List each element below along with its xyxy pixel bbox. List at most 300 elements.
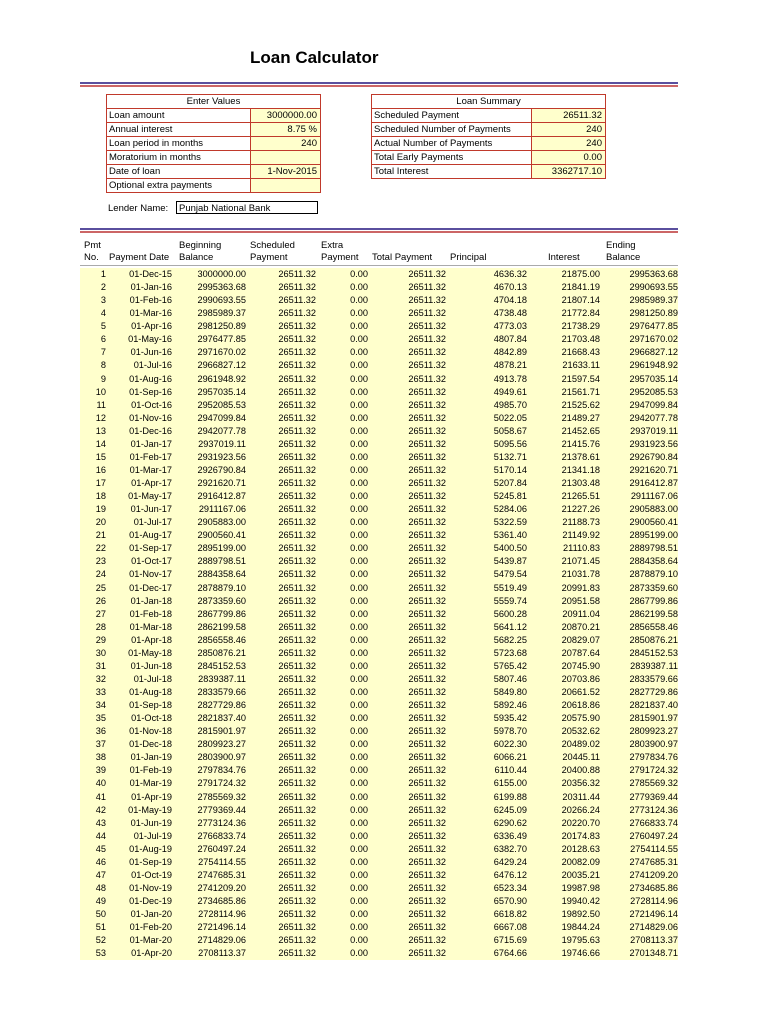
- table-row: [80, 320, 678, 333]
- pmt-no-cell: 13: [80, 425, 106, 438]
- payment-date-cell: 01-Aug-17: [106, 529, 176, 542]
- scheduled-payment-cell: 26511.32: [246, 934, 316, 947]
- ending-balance-cell: 2971670.02: [600, 333, 678, 346]
- payment-date-cell: 01-Jul-16: [106, 359, 176, 372]
- pmt-no-cell: 46: [80, 856, 106, 869]
- interest-cell: 21303.48: [527, 477, 600, 490]
- ending-balance-cell: 2721496.14: [600, 908, 678, 921]
- beginning-balance-cell: 2985989.37: [176, 307, 246, 320]
- ending-balance-cell: 2701348.71: [600, 947, 678, 960]
- pmt-no-cell: 34: [80, 699, 106, 712]
- table-row: [80, 490, 678, 503]
- scheduled-payment-cell: 26511.32: [246, 791, 316, 804]
- date-of-loan-input[interactable]: 1-Nov-2015: [251, 165, 320, 178]
- total-payment-cell: 26511.32: [368, 608, 446, 621]
- payment-date-cell: 01-Jun-17: [106, 503, 176, 516]
- principal-cell: 5439.87: [446, 555, 527, 568]
- extra-payment-cell: 0.00: [316, 895, 368, 908]
- ending-balance-cell: 2779369.44: [600, 791, 678, 804]
- pmt-no-cell: 33: [80, 686, 106, 699]
- ending-balance-cell: 2995363.68: [600, 268, 678, 281]
- principal-cell: 6199.88: [446, 791, 527, 804]
- pmt-no-cell: 29: [80, 634, 106, 647]
- extra-payment-cell: 0.00: [316, 921, 368, 934]
- extra-payment-cell: 0.00: [316, 947, 368, 960]
- ending-balance-cell: 2728114.96: [600, 895, 678, 908]
- ending-balance-cell: 2845152.53: [600, 647, 678, 660]
- scheduled-payment-cell: 26511.32: [246, 712, 316, 725]
- total-payment-cell: 26511.32: [368, 268, 446, 281]
- summary-value: 240: [532, 137, 605, 150]
- pmt-no-cell: 19: [80, 503, 106, 516]
- payment-date-cell: 01-May-16: [106, 333, 176, 346]
- summary-label: Total Early Payments: [372, 151, 532, 164]
- field-label: Date of loan: [107, 165, 251, 178]
- pmt-no-cell: 36: [80, 725, 106, 738]
- principal-cell: 5765.42: [446, 660, 527, 673]
- table-row: [80, 934, 678, 947]
- beginning-balance-cell: 2850876.21: [176, 647, 246, 660]
- scheduled-payment-cell: 26511.32: [246, 529, 316, 542]
- ending-balance-cell: 2856558.46: [600, 621, 678, 634]
- loan-period-input[interactable]: 240: [251, 137, 320, 150]
- beginning-balance-cell: 2981250.89: [176, 320, 246, 333]
- enter-values-row: [107, 109, 320, 123]
- total-payment-cell: 26511.32: [368, 699, 446, 712]
- payment-date-cell: 01-Nov-16: [106, 412, 176, 425]
- table-row: [80, 346, 678, 359]
- table-row: [80, 882, 678, 895]
- total-payment-cell: 26511.32: [368, 568, 446, 581]
- scheduled-payment-cell: 26511.32: [246, 751, 316, 764]
- beginning-balance-cell: 2741209.20: [176, 882, 246, 895]
- enter-values-row: [107, 137, 320, 151]
- loan-summary-header: Loan Summary: [372, 95, 605, 109]
- principal-cell: 5400.50: [446, 542, 527, 555]
- interest-cell: 20745.90: [527, 660, 600, 673]
- beginning-balance-cell: 2966827.12: [176, 359, 246, 372]
- extra-payment-cell: 0.00: [316, 373, 368, 386]
- scheduled-payment-cell: 26511.32: [246, 725, 316, 738]
- header-balance: Balance: [179, 252, 214, 263]
- payment-date-cell: 01-Jun-16: [106, 346, 176, 359]
- ending-balance-cell: 2741209.20: [600, 869, 678, 882]
- total-payment-cell: 26511.32: [368, 281, 446, 294]
- ending-balance-cell: 2760497.24: [600, 830, 678, 843]
- principal-cell: 5095.56: [446, 438, 527, 451]
- total-payment-cell: 26511.32: [368, 777, 446, 790]
- extra-payment-cell: 0.00: [316, 804, 368, 817]
- field-label: Optional extra payments: [107, 179, 251, 192]
- table-row: [80, 412, 678, 425]
- table-row: [80, 921, 678, 934]
- interest-cell: 21525.62: [527, 399, 600, 412]
- interest-cell: 21071.45: [527, 555, 600, 568]
- ending-balance-cell: 2827729.86: [600, 686, 678, 699]
- pmt-no-cell: 26: [80, 595, 106, 608]
- principal-cell: 6667.08: [446, 921, 527, 934]
- ending-balance-cell: 2797834.76: [600, 751, 678, 764]
- lender-name-input[interactable]: Punjab National Bank: [176, 201, 318, 214]
- extra-payment-cell: 0.00: [316, 908, 368, 921]
- interest-cell: 20035.21: [527, 869, 600, 882]
- scheduled-payment-cell: 26511.32: [246, 921, 316, 934]
- total-payment-cell: 26511.32: [368, 869, 446, 882]
- extra-payment-cell: 0.00: [316, 307, 368, 320]
- table-row: [80, 908, 678, 921]
- pmt-no-cell: 23: [80, 555, 106, 568]
- table-row: [80, 830, 678, 843]
- principal-cell: 5022.05: [446, 412, 527, 425]
- scheduled-payment-cell: 26511.32: [246, 764, 316, 777]
- beginning-balance-cell: 2821837.40: [176, 712, 246, 725]
- extra-payment-cell: 0.00: [316, 738, 368, 751]
- scheduled-payment-cell: 26511.32: [246, 333, 316, 346]
- total-payment-cell: 26511.32: [368, 725, 446, 738]
- beginning-balance-cell: 2867799.86: [176, 608, 246, 621]
- table-row: [80, 699, 678, 712]
- extra-payment-cell: 0.00: [316, 882, 368, 895]
- ending-balance-cell: 2714829.06: [600, 921, 678, 934]
- loan-summary-row: [372, 137, 605, 151]
- payment-date-cell: 01-Mar-20: [106, 934, 176, 947]
- amortization-table: [80, 268, 678, 960]
- payment-date-cell: 01-Nov-17: [106, 568, 176, 581]
- scheduled-payment-cell: 26511.32: [246, 647, 316, 660]
- scheduled-payment-cell: 26511.32: [246, 294, 316, 307]
- pmt-no-cell: 8: [80, 359, 106, 372]
- principal-cell: 6290.62: [446, 817, 527, 830]
- beginning-balance-cell: 2779369.44: [176, 804, 246, 817]
- table-row: [80, 856, 678, 869]
- total-payment-cell: 26511.32: [368, 320, 446, 333]
- extra-payment-cell: 0.00: [316, 477, 368, 490]
- principal-cell: 6523.34: [446, 882, 527, 895]
- pmt-no-cell: 49: [80, 895, 106, 908]
- scheduled-payment-cell: 26511.32: [246, 738, 316, 751]
- pmt-no-cell: 1: [80, 268, 106, 281]
- header-ending-balance: Balance: [606, 252, 641, 263]
- pmt-no-cell: 45: [80, 843, 106, 856]
- ending-balance-cell: 2966827.12: [600, 346, 678, 359]
- extra-payment-cell: 0.00: [316, 542, 368, 555]
- total-payment-cell: 26511.32: [368, 673, 446, 686]
- table-row: [80, 686, 678, 699]
- interest-cell: 19844.24: [527, 921, 600, 934]
- scheduled-payment-cell: 26511.32: [246, 804, 316, 817]
- interest-cell: 20787.64: [527, 647, 600, 660]
- interest-cell: 20870.21: [527, 621, 600, 634]
- interest-cell: 21415.76: [527, 438, 600, 451]
- table-row: [80, 542, 678, 555]
- beginning-balance-cell: 2916412.87: [176, 490, 246, 503]
- principal-cell: 5284.06: [446, 503, 527, 516]
- ending-balance-cell: 2990693.55: [600, 281, 678, 294]
- extra-payment-cell: 0.00: [316, 856, 368, 869]
- pmt-no-cell: 10: [80, 386, 106, 399]
- payment-date-cell: 01-Apr-17: [106, 477, 176, 490]
- interest-cell: 19892.50: [527, 908, 600, 921]
- header-ending: Ending: [606, 240, 636, 251]
- table-row: [80, 673, 678, 686]
- pmt-no-cell: 25: [80, 582, 106, 595]
- extra-payment-cell: 0.00: [316, 425, 368, 438]
- moratorium-input[interactable]: [251, 151, 320, 164]
- loan-amount-input[interactable]: 3000000.00: [251, 109, 320, 122]
- total-payment-cell: 26511.32: [368, 503, 446, 516]
- table-row: [80, 555, 678, 568]
- beginning-balance-cell: 2884358.64: [176, 568, 246, 581]
- field-label: Moratorium in months: [107, 151, 251, 164]
- interest-cell: 20266.24: [527, 804, 600, 817]
- pmt-no-cell: 5: [80, 320, 106, 333]
- beginning-balance-cell: 2827729.86: [176, 699, 246, 712]
- pmt-no-cell: 7: [80, 346, 106, 359]
- principal-cell: 5207.84: [446, 477, 527, 490]
- total-payment-cell: 26511.32: [368, 882, 446, 895]
- header-pmt: Pmt: [84, 240, 101, 251]
- pmt-no-cell: 52: [80, 934, 106, 947]
- table-row: [80, 333, 678, 346]
- beginning-balance-cell: 2926790.84: [176, 464, 246, 477]
- scheduled-payment-cell: 26511.32: [246, 268, 316, 281]
- principal-cell: 5978.70: [446, 725, 527, 738]
- total-payment-cell: 26511.32: [368, 738, 446, 751]
- principal-cell: 4738.48: [446, 307, 527, 320]
- total-payment-cell: 26511.32: [368, 346, 446, 359]
- principal-cell: 5935.42: [446, 712, 527, 725]
- principal-cell: 5361.40: [446, 529, 527, 542]
- total-payment-cell: 26511.32: [368, 333, 446, 346]
- table-row: [80, 947, 678, 960]
- ending-balance-cell: 2900560.41: [600, 516, 678, 529]
- ending-balance-cell: 2773124.36: [600, 804, 678, 817]
- interest-cell: 19940.42: [527, 895, 600, 908]
- table-row: [80, 764, 678, 777]
- payment-date-cell: 01-Feb-18: [106, 608, 176, 621]
- total-payment-cell: 26511.32: [368, 830, 446, 843]
- table-row: [80, 582, 678, 595]
- payment-date-cell: 01-Feb-19: [106, 764, 176, 777]
- interest-cell: 21341.18: [527, 464, 600, 477]
- payment-date-cell: 01-May-19: [106, 804, 176, 817]
- extra-payments-input[interactable]: [251, 179, 320, 192]
- pmt-no-cell: 27: [80, 608, 106, 621]
- beginning-balance-cell: 2754114.55: [176, 856, 246, 869]
- pmt-no-cell: 43: [80, 817, 106, 830]
- scheduled-payment-cell: 26511.32: [246, 438, 316, 451]
- ending-balance-cell: 2734685.86: [600, 882, 678, 895]
- extra-payment-cell: 0.00: [316, 294, 368, 307]
- interest-cell: 21841.19: [527, 281, 600, 294]
- ending-balance-cell: 2878879.10: [600, 568, 678, 581]
- interest-cell: 21452.65: [527, 425, 600, 438]
- scheduled-payment-cell: 26511.32: [246, 608, 316, 621]
- pmt-no-cell: 20: [80, 516, 106, 529]
- table-row: [80, 791, 678, 804]
- payment-date-cell: 01-Jun-19: [106, 817, 176, 830]
- table-row: [80, 438, 678, 451]
- divider-top: [80, 82, 678, 87]
- scheduled-payment-cell: 26511.32: [246, 412, 316, 425]
- pmt-no-cell: 35: [80, 712, 106, 725]
- scheduled-payment-cell: 26511.32: [246, 516, 316, 529]
- scheduled-payment-cell: 26511.32: [246, 346, 316, 359]
- interest-cell: 20220.70: [527, 817, 600, 830]
- table-row: [80, 777, 678, 790]
- total-payment-cell: 26511.32: [368, 359, 446, 372]
- header-scheduled-payment: Payment: [250, 252, 288, 263]
- scheduled-payment-cell: 26511.32: [246, 817, 316, 830]
- interest-cell: 20356.32: [527, 777, 600, 790]
- loan-summary-box: [371, 94, 606, 179]
- extra-payment-cell: 0.00: [316, 686, 368, 699]
- table-row: [80, 307, 678, 320]
- annual-interest-input[interactable]: 8.75 %: [251, 123, 320, 136]
- principal-cell: 6022.30: [446, 738, 527, 751]
- beginning-balance-cell: 2734685.86: [176, 895, 246, 908]
- enter-values-row: [107, 165, 320, 179]
- extra-payment-cell: 0.00: [316, 582, 368, 595]
- payment-date-cell: 01-Apr-18: [106, 634, 176, 647]
- total-payment-cell: 26511.32: [368, 542, 446, 555]
- payment-date-cell: 01-Jul-17: [106, 516, 176, 529]
- extra-payment-cell: 0.00: [316, 359, 368, 372]
- loan-summary-row: [372, 151, 605, 165]
- total-payment-cell: 26511.32: [368, 660, 446, 673]
- pmt-no-cell: 21: [80, 529, 106, 542]
- extra-payment-cell: 0.00: [316, 386, 368, 399]
- table-row: [80, 399, 678, 412]
- header-beginning: Beginning: [179, 240, 222, 251]
- ending-balance-cell: 2815901.97: [600, 712, 678, 725]
- scheduled-payment-cell: 26511.32: [246, 869, 316, 882]
- principal-cell: 5723.68: [446, 647, 527, 660]
- extra-payment-cell: 0.00: [316, 869, 368, 882]
- pmt-no-cell: 48: [80, 882, 106, 895]
- pmt-no-cell: 38: [80, 751, 106, 764]
- pmt-no-cell: 28: [80, 621, 106, 634]
- table-row: [80, 634, 678, 647]
- scheduled-payment-cell: 26511.32: [246, 477, 316, 490]
- enter-values-box: [106, 94, 321, 193]
- total-payment-cell: 26511.32: [368, 895, 446, 908]
- summary-value: 3362717.10: [532, 165, 605, 178]
- extra-payment-cell: 0.00: [316, 817, 368, 830]
- ending-balance-cell: 2942077.78: [600, 412, 678, 425]
- table-row: [80, 294, 678, 307]
- interest-cell: 21875.00: [527, 268, 600, 281]
- interest-cell: 20532.62: [527, 725, 600, 738]
- beginning-balance-cell: 2839387.11: [176, 673, 246, 686]
- total-payment-cell: 26511.32: [368, 856, 446, 869]
- pmt-no-cell: 14: [80, 438, 106, 451]
- interest-cell: 20082.09: [527, 856, 600, 869]
- pmt-no-cell: 12: [80, 412, 106, 425]
- field-label: Loan amount: [107, 109, 251, 122]
- ending-balance-cell: 2957035.14: [600, 373, 678, 386]
- beginning-balance-cell: 3000000.00: [176, 268, 246, 281]
- ending-balance-cell: 2821837.40: [600, 699, 678, 712]
- interest-cell: 21597.54: [527, 373, 600, 386]
- principal-cell: 4913.78: [446, 373, 527, 386]
- beginning-balance-cell: 2845152.53: [176, 660, 246, 673]
- scheduled-payment-cell: 26511.32: [246, 895, 316, 908]
- total-payment-cell: 26511.32: [368, 921, 446, 934]
- ending-balance-cell: 2947099.84: [600, 399, 678, 412]
- interest-cell: 21149.92: [527, 529, 600, 542]
- beginning-balance-cell: 2803900.97: [176, 751, 246, 764]
- beginning-balance-cell: 2760497.24: [176, 843, 246, 856]
- beginning-balance-cell: 2856558.46: [176, 634, 246, 647]
- extra-payment-cell: 0.00: [316, 777, 368, 790]
- payment-date-cell: 01-Mar-18: [106, 621, 176, 634]
- loan-summary-row: [372, 123, 605, 137]
- interest-cell: 20128.63: [527, 843, 600, 856]
- payment-date-cell: 01-Jul-18: [106, 673, 176, 686]
- extra-payment-cell: 0.00: [316, 555, 368, 568]
- summary-value: 26511.32: [532, 109, 605, 122]
- scheduled-payment-cell: 26511.32: [246, 843, 316, 856]
- interest-cell: 20911.04: [527, 608, 600, 621]
- extra-payment-cell: 0.00: [316, 451, 368, 464]
- pmt-no-cell: 53: [80, 947, 106, 960]
- interest-cell: 21633.11: [527, 359, 600, 372]
- extra-payment-cell: 0.00: [316, 333, 368, 346]
- header-total-payment: Total Payment: [372, 252, 433, 263]
- table-row: [80, 477, 678, 490]
- extra-payment-cell: 0.00: [316, 830, 368, 843]
- extra-payment-cell: 0.00: [316, 399, 368, 412]
- interest-cell: 21031.78: [527, 568, 600, 581]
- ending-balance-cell: 2931923.56: [600, 438, 678, 451]
- principal-cell: 5132.71: [446, 451, 527, 464]
- summary-label: Total Interest: [372, 165, 532, 178]
- ending-balance-cell: 2809923.27: [600, 725, 678, 738]
- total-payment-cell: 26511.32: [368, 438, 446, 451]
- interest-cell: 19987.98: [527, 882, 600, 895]
- payment-date-cell: 01-Jan-18: [106, 595, 176, 608]
- scheduled-payment-cell: 26511.32: [246, 660, 316, 673]
- total-payment-cell: 26511.32: [368, 804, 446, 817]
- total-payment-cell: 26511.32: [368, 490, 446, 503]
- beginning-balance-cell: 2833579.66: [176, 686, 246, 699]
- total-payment-cell: 26511.32: [368, 451, 446, 464]
- pmt-no-cell: 31: [80, 660, 106, 673]
- interest-cell: 21772.84: [527, 307, 600, 320]
- beginning-balance-cell: 2931923.56: [176, 451, 246, 464]
- interest-cell: 21378.61: [527, 451, 600, 464]
- header-payment-date: Payment Date: [109, 252, 170, 263]
- ending-balance-cell: 2785569.32: [600, 777, 678, 790]
- principal-cell: 6429.24: [446, 856, 527, 869]
- ending-balance-cell: 2916412.87: [600, 477, 678, 490]
- beginning-balance-cell: 2995363.68: [176, 281, 246, 294]
- principal-cell: 6618.82: [446, 908, 527, 921]
- beginning-balance-cell: 2815901.97: [176, 725, 246, 738]
- lender-label: Lender Name:: [108, 203, 169, 214]
- payment-date-cell: 01-Jan-17: [106, 438, 176, 451]
- interest-cell: 21703.48: [527, 333, 600, 346]
- beginning-balance-cell: 2947099.84: [176, 412, 246, 425]
- payment-date-cell: 01-Jan-19: [106, 751, 176, 764]
- total-payment-cell: 26511.32: [368, 555, 446, 568]
- table-row: [80, 660, 678, 673]
- total-payment-cell: 26511.32: [368, 843, 446, 856]
- table-row: [80, 386, 678, 399]
- payment-date-cell: 01-Jan-20: [106, 908, 176, 921]
- beginning-balance-cell: 2797834.76: [176, 764, 246, 777]
